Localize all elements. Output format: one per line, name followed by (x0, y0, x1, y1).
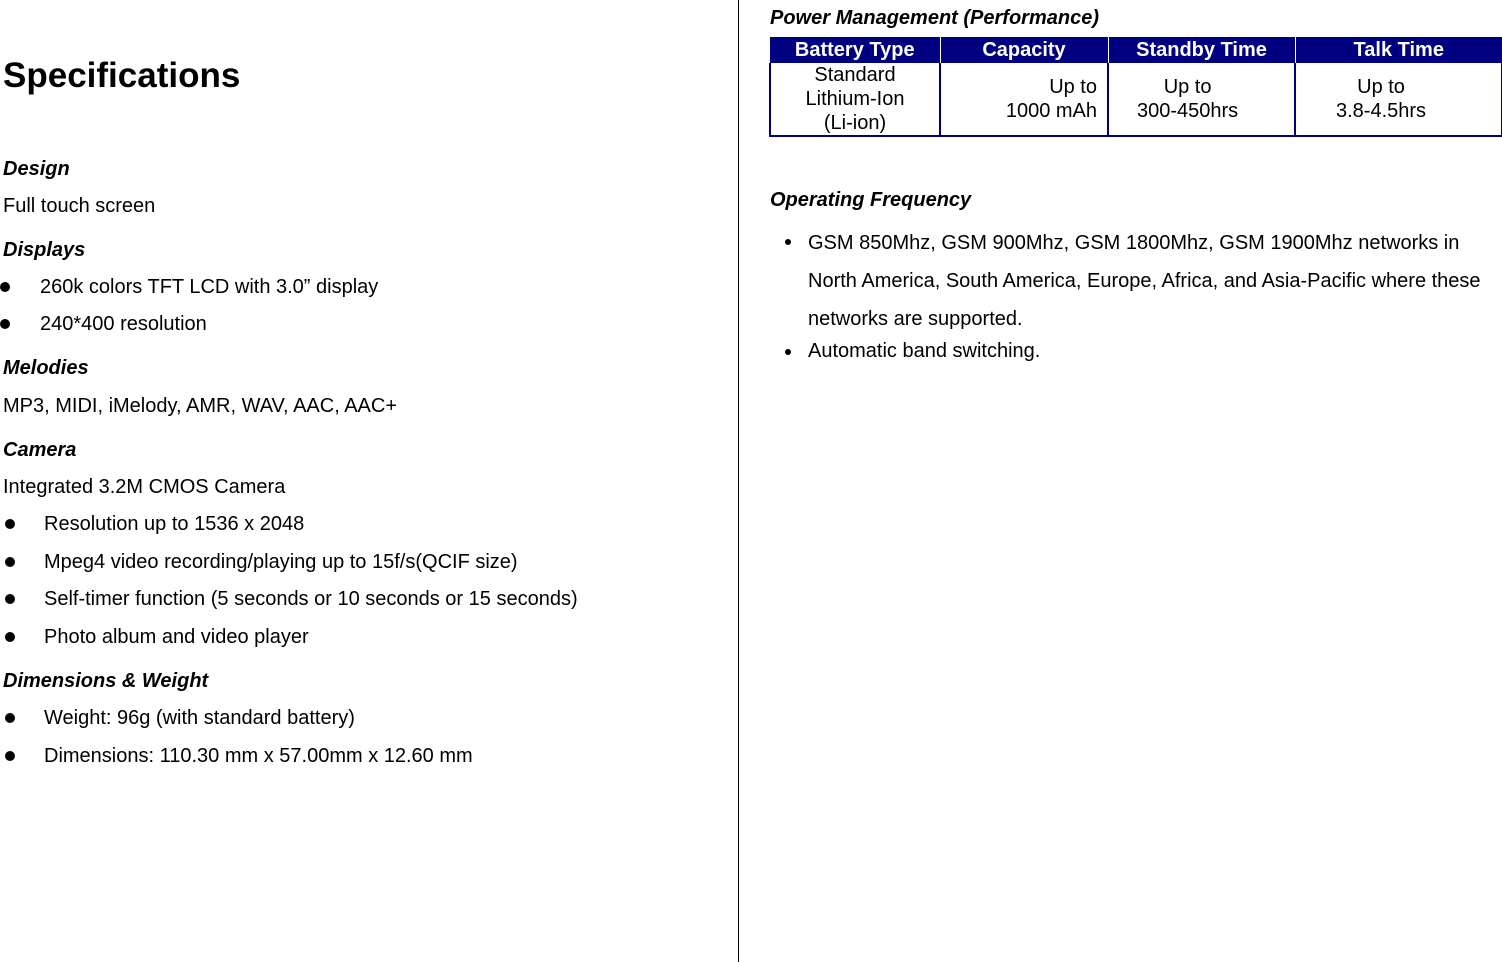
column-header: Capacity (940, 37, 1108, 63)
melodies-heading: Melodies (3, 357, 89, 379)
talk-time-cell (1295, 63, 1502, 136)
bullet-icon (0, 319, 10, 329)
displays-heading: Displays (3, 239, 86, 261)
camera-item: Self-timer function (5 seconds or 10 seconds or 15 seconds) (44, 588, 578, 610)
camera-item: Photo album and video player (44, 626, 309, 648)
bullet-icon (5, 557, 15, 567)
column-header: Talk Time (1295, 37, 1502, 63)
frequency-heading: Operating Frequency (770, 189, 972, 211)
bullet-icon (5, 594, 15, 604)
dimensions-item: Weight: 96g (with standard battery) (44, 707, 355, 729)
cell-line: 3.8-4.5hrs (1336, 100, 1427, 122)
page-title: Specifications (3, 56, 241, 95)
camera-item: Resolution up to 1536 x 2048 (44, 513, 305, 535)
column-header: Battery Type (770, 37, 940, 63)
dimensions-item: Dimensions: 110.30 mm x 57.00mm x 12.60 mm (44, 745, 473, 767)
design-heading: Design (3, 158, 70, 180)
melodies-text: MP3, MIDI, iMelody, AMR, WAV, AAC, AAC+ (3, 395, 398, 417)
frequency-item: Automatic band switching. (808, 340, 1041, 362)
bullet-icon (5, 632, 15, 642)
table-header-row (770, 37, 1502, 63)
bullet-icon (785, 239, 791, 245)
column-divider (738, 0, 739, 962)
displays-item: 240*400 resolution (40, 313, 207, 335)
bullet-icon (5, 519, 15, 529)
capacity-cell (940, 63, 1108, 136)
design-text: Full touch screen (3, 195, 156, 217)
cell-line: Up to (1163, 76, 1212, 98)
bullet-icon (5, 751, 15, 761)
cell-line: Up to (1049, 76, 1097, 98)
standby-time-cell (1108, 63, 1295, 136)
frequency-item: GSM 850Mhz, GSM 900Mhz, GSM 1800Mhz, GSM 1900Mhz networks in North America, South America, Europe, Africa, and Asia-Pacific where these networks are supported. (808, 232, 1481, 330)
bullet-icon (0, 282, 10, 292)
cell-line: (Li-ion) (823, 112, 887, 134)
cell-line: Lithium-Ion (805, 88, 905, 110)
bullet-icon (5, 713, 15, 723)
power-table (769, 37, 1502, 137)
power-heading: Power Management (Performance) (770, 7, 1099, 29)
displays-item: 260k colors TFT LCD with 3.0” display (40, 276, 379, 298)
cell-line: 1000 mAh (1005, 100, 1097, 122)
camera-heading: Camera (3, 439, 77, 461)
column-header: Standby Time (1108, 37, 1295, 63)
battery-type-cell (770, 63, 940, 136)
cell-line: Up to (1357, 76, 1405, 98)
table-row (770, 63, 1502, 136)
camera-text: Integrated 3.2M CMOS Camera (3, 476, 286, 498)
dimensions-heading: Dimensions & Weight (3, 670, 209, 692)
cell-line: Standard (814, 64, 896, 86)
bullet-icon (785, 349, 791, 355)
camera-item: Mpeg4 video recording/playing up to 15f/s(QCIF size) (44, 551, 518, 573)
cell-line: 300-450hrs (1137, 100, 1239, 122)
